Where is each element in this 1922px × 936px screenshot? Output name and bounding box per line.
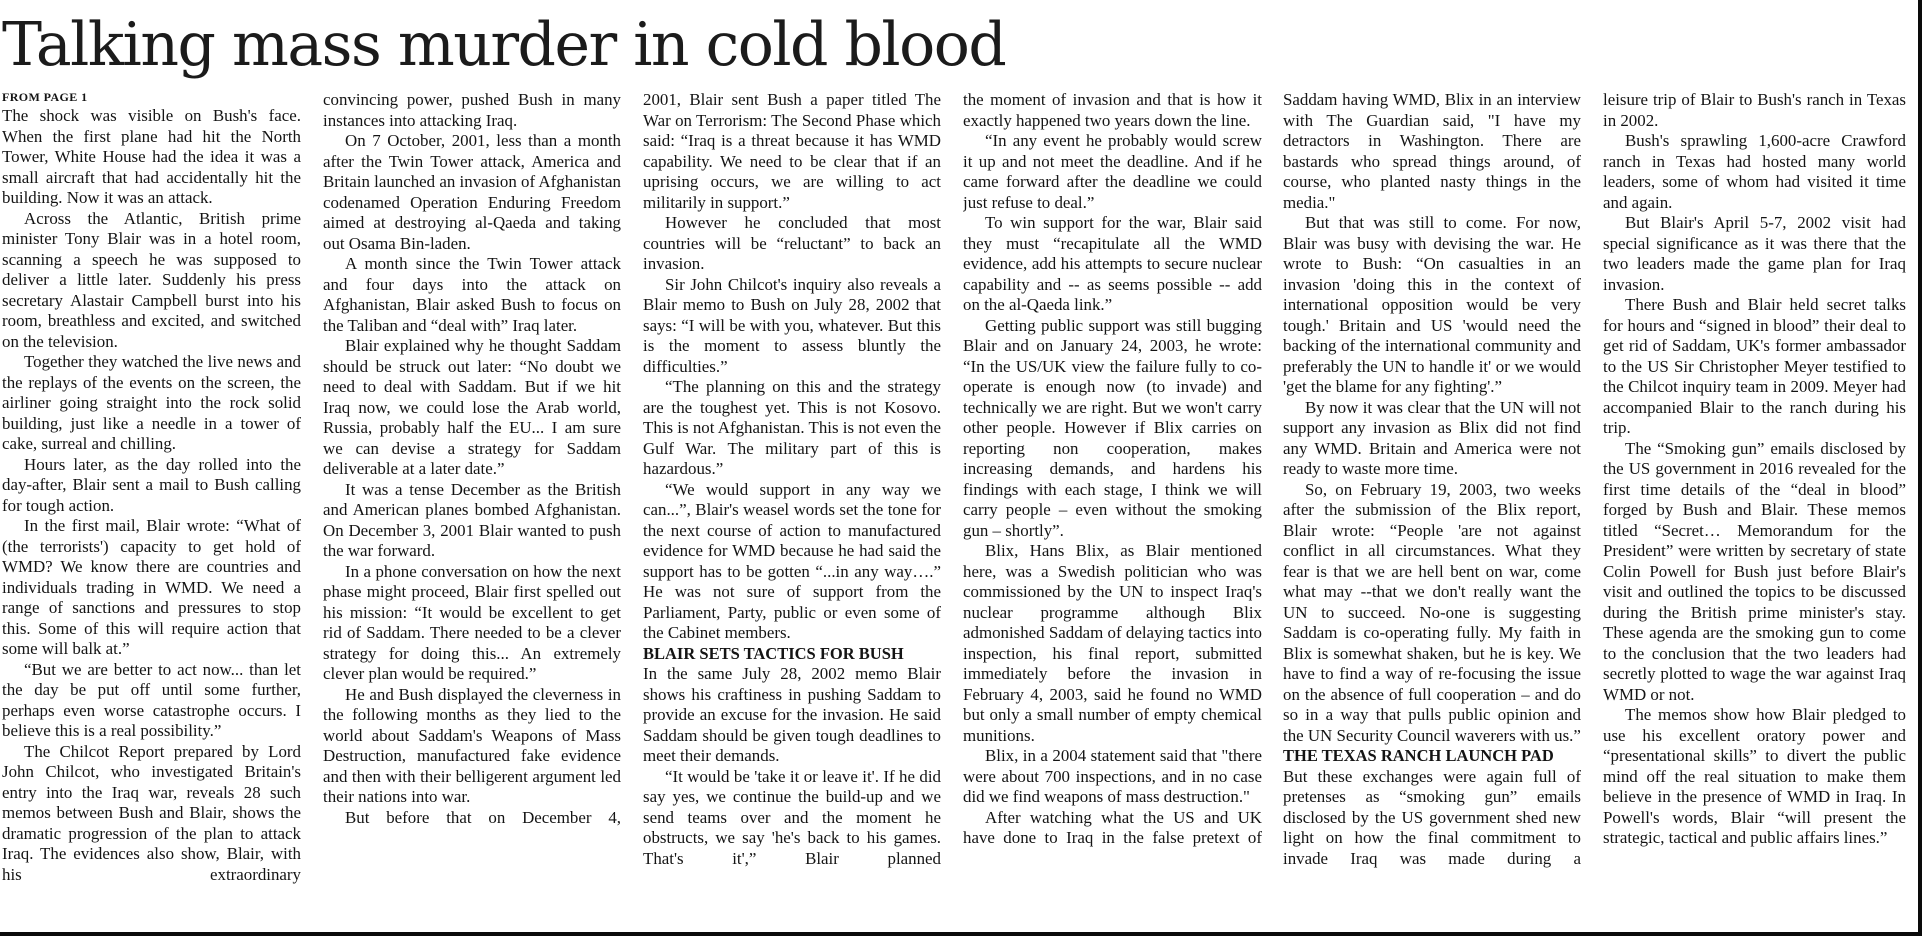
- paragraph: In the same July 28, 2002 memo Blair shows his craftiness in pushing Saddam to provide an excuse for the invasion. He said Saddam should be given tough deadlines to meet their demands.: [643, 664, 941, 765]
- paragraph: But Blair's April 5-7, 2002 visit had special significance as it was there that the two leaders made the game plan for Iraq invasion.: [1603, 213, 1906, 294]
- paragraph: There Bush and Blair held secret talks for hours and “signed in blood” their deal to get rid of Saddam, UK's former ambassador to the US Sir Christopher Meyer testified to the Chilcot inquiry team in 2009. Meyer had accompanied Blair to the ranch during his trip.: [1603, 295, 1906, 437]
- page-edge-border: [1918, 0, 1922, 936]
- paragraph: On 7 October, 2001, less than a month after the Twin Tower attack, America and Britain launched an invasion of Afghanistan codenamed Operation Enduring Freedom aimed at destroying al-Qaeda and taking out Osama Bin-laden.: [323, 131, 621, 253]
- article-column-4: [963, 90, 1262, 928]
- paragraph: Getting public support was still bugging Blair and on January 24, 2003, he wrote: “In the US/UK view the failure fully to co-operate is enough now (to invade) and technically we are right. But we won't carry other people. However if Blix carries on reporting non cooperation, makes increasing demands, and hardens his findings with each stage, I think we will carry people – even without the smoking gun – shortly”.: [963, 315, 1262, 540]
- paragraph: Blair explained why he thought Saddam should be struck out later: “No doubt we need to deal with Saddam. But if we hit Iraq now, we could lose the Arab world, Russia, probably half the EU... I am sure we can devise a strategy for Saddam deliverable at a later date.”: [323, 336, 621, 478]
- paragraph: Hours later, as the day rolled into the day-after, Blair sent a mail to Bush calling for tough action.: [2, 454, 301, 515]
- paragraph: The “Smoking gun” emails disclosed by the US government in 2016 revealed for the first time details of the “deal in blood” forged by Bush and Blair. These memos titled “Secret… Memorandum for the President” were written by secretary of state Colin Powell for Bush just before Blair's visit and outlined the topics to be discussed during the British prime minister's stay. These agenda are the smoking gun to come to the conclusion that the two leaders had secretly plotted to wage the war against Iraq WMD or not.: [1603, 438, 1906, 704]
- paragraph: Sir John Chilcot's inquiry also reveals a Blair memo to Bush on July 28, 2002 that says: “I will be with you, whatever. But this is the moment to assess bluntly the difficulties.”: [643, 274, 941, 376]
- article-column-1: [2, 90, 301, 928]
- paragraph: So, on February 19, 2003, two weeks after the submission of the Blix report, Blair wrote: “People 'are not against conflict in all circumstances. What they fear is that we are hell bent on war, come what may --that we don't really want the UN to succeed. No-one is suggesting Saddam is co-operating fully. My faith in Blix is somewhat shaken, but he is key. We have to find a way of re-focusing the issue on the absence of full cooperation – and do so in a way that pulls public opinion and the UN Security Council waverers with us.”: [1283, 479, 1581, 745]
- article-column-3: [643, 90, 941, 928]
- paragraph: convincing power, pushed Bush in many instances into attacking Iraq.: [323, 90, 621, 130]
- paragraph: The Chilcot Report prepared by Lord John Chilcot, who investigated Britain's entry into the Iraq war, reveals 28 such memos between Bush and Blair, shows the dramatic progression of the plan to attack Iraq. The evidences also show, Blair, with his extraordinary: [2, 741, 301, 884]
- paragraph: It was a tense December as the British and American planes bombed Afghanistan. On December 3, 2001 Blair wanted to push the war forward.: [323, 479, 621, 560]
- paragraph: In a phone conversation on how the next phase might proceed, Blair first spelled out his mission: “It would be excellent to get rid of Saddam. There needed to be a clever strategy for doing this... An extremely clever plan would be required.”: [323, 561, 621, 683]
- paragraph: Blix, Hans Blix, as Blair mentioned here, was a Swedish politician who was commissioned by the UN to inspect Iraq's nuclear programme although Blix admonished Saddam of delaying tactics into inspection, his final report, submitted immediately before the invasion in February 4, 2003, said he found no WMD but only a small number of empty chemical munitions.: [963, 541, 1262, 745]
- subheading: THE TEXAS RANCH LAUNCH PAD: [1283, 746, 1554, 765]
- page-bottom-border: [0, 932, 1922, 936]
- paragraph: After watching what the US and UK have done to Iraq in the false pretext of: [963, 807, 1262, 847]
- paragraph: Saddam having WMD, Blix in an interview with The Guardian said, "I have my detractors in Washington. There are bastards who spread things around, of course, who planted nasty things in the media.": [1283, 90, 1581, 212]
- paragraph: However he concluded that most countries will be “reluctant” to back an invasion.: [643, 213, 941, 273]
- continued-from-label: FROM PAGE 1: [2, 90, 88, 104]
- article-column-6: [1603, 90, 1906, 928]
- paragraph: “The planning on this and the strategy are the toughest yet. This is not Kosovo. This is not Afghanistan. This is not even the Gulf War. The military part of this is hazardous.”: [643, 377, 941, 478]
- paragraph: But that was still to come. For now, Blair was busy with devising the war. He wrote to Bush: “On casualties in an invasion 'doing this in the context of international opposition would be very tough.' Britain and US 'would need the backing of the international community and preferably the UN to handle it' or we would 'get the blame for any fighting'.”: [1283, 213, 1581, 396]
- paragraph: A month since the Twin Tower attack and four days into the attack on Afghanistan, Blair asked Bush to focus on the Taliban and “deal with” Iraq later.: [323, 254, 621, 335]
- article-headline: Talking mass murder in cold blood: [2, 10, 1006, 80]
- paragraph: 2001, Blair sent Bush a paper titled The War on Terrorism: The Second Phase which said: “Iraq is a threat because it has WMD capability. We need to be clear that if an uprising occurs, we are willing to act militarily in support.”: [643, 90, 941, 212]
- paragraph: “But we are better to act now... than let the day be put off until some further, perhaps even worse catastrophe occurs. I believe this is a real possibility.”: [2, 659, 301, 740]
- paragraph: “It would be 'take it or leave it'. If he did say yes, we continue the build-up and we send teams over and the moment he obstructs, we say 'he's back to his games. That's it',” Blair planned: [643, 766, 941, 868]
- paragraph: By now it was clear that the UN will not support any invasion as Blix did not find any WMD. Britain and America were not ready to waste more time.: [1283, 397, 1581, 478]
- article-column-2: [323, 90, 621, 928]
- paragraph: Across the Atlantic, British prime minister Tony Blair was in a hotel room, scanning a speech he was supposed to deliver a little later. Suddenly his press secretary Alastair Campbell burst into his room, breathless and excited, and switched on the television.: [2, 208, 301, 351]
- paragraph: He and Bush displayed the cleverness in the following months as they lied to the world about Saddam's Weapons of Mass Destruction, manufactured fake evidence and then with their belligerent argument led their nations into war.: [323, 684, 621, 806]
- paragraph: Bush's sprawling 1,600-acre Crawford ranch in Texas had hosted many world leaders, some of whom had visited it time and again.: [1603, 131, 1906, 212]
- paragraph: “We would support in any way we can...”, Blair's weasel words set the tone for the next course of action to manufactured evidence for WMD because he had said the support has to be gotten “...in any way….” He was not sure of support from the Parliament, Party, public or even some of the Cabinet members.: [643, 479, 941, 642]
- paragraph: the moment of invasion and that is how it exactly happened two years down the line.: [963, 90, 1262, 130]
- paragraph: In the first mail, Blair wrote: “What of (the terrorists') capacity to get hold of WMD? We know there are countries and individuals trading in WMD. We need a range of sanctions and pressures to stop this. Some of this will require action that some will balk at.”: [2, 516, 301, 658]
- paragraph: To win support for the war, Blair said they must “recapitulate all the WMD evidence, add his attempts to secure nuclear capability and -- as seems possible -- add on the al-Qaeda link.”: [963, 213, 1262, 314]
- paragraph: But these exchanges were again full of pretenses as “smoking gun” emails disclosed by the US government shed new light on how the final commitment to invade Iraq was made during a: [1283, 766, 1581, 868]
- paragraph: The memos show how Blair pledged to use his excellent oratory power and “presentational skills” to divert the public mind off the real situation to make them believe in the presence of WMD in Iraq. In Powell's words, Blair “will present the strategic, tactical and public affairs lines.”: [1603, 705, 1906, 847]
- article-column-5: [1283, 90, 1581, 928]
- paragraph: The shock was visible on Bush's face. When the first plane had hit the North Tower, White House had the idea it was a small aircraft that had accidentally hit the building. Now it was an attack.: [2, 106, 301, 207]
- paragraph: But before that on December 4,: [345, 807, 621, 827]
- subheading: BLAIR SETS TACTICS FOR BUSH: [643, 643, 904, 663]
- paragraph: Together they watched the live news and the replays of the events on the screen, the airliner going straight into the rock solid building, just like a needle in a tower of cake, surreal and chilling.: [2, 352, 301, 453]
- paragraph: Blix, in a 2004 statement said that "there were about 700 inspections, and in no case did we find weapons of mass destruction.": [963, 746, 1262, 806]
- paragraph: leisure trip of Blair to Bush's ranch in Texas in 2002.: [1603, 90, 1906, 130]
- paragraph: “In any event he probably would screw it up and not meet the deadline. And if he came forward after the deadline we could just refuse to deal.”: [963, 131, 1262, 212]
